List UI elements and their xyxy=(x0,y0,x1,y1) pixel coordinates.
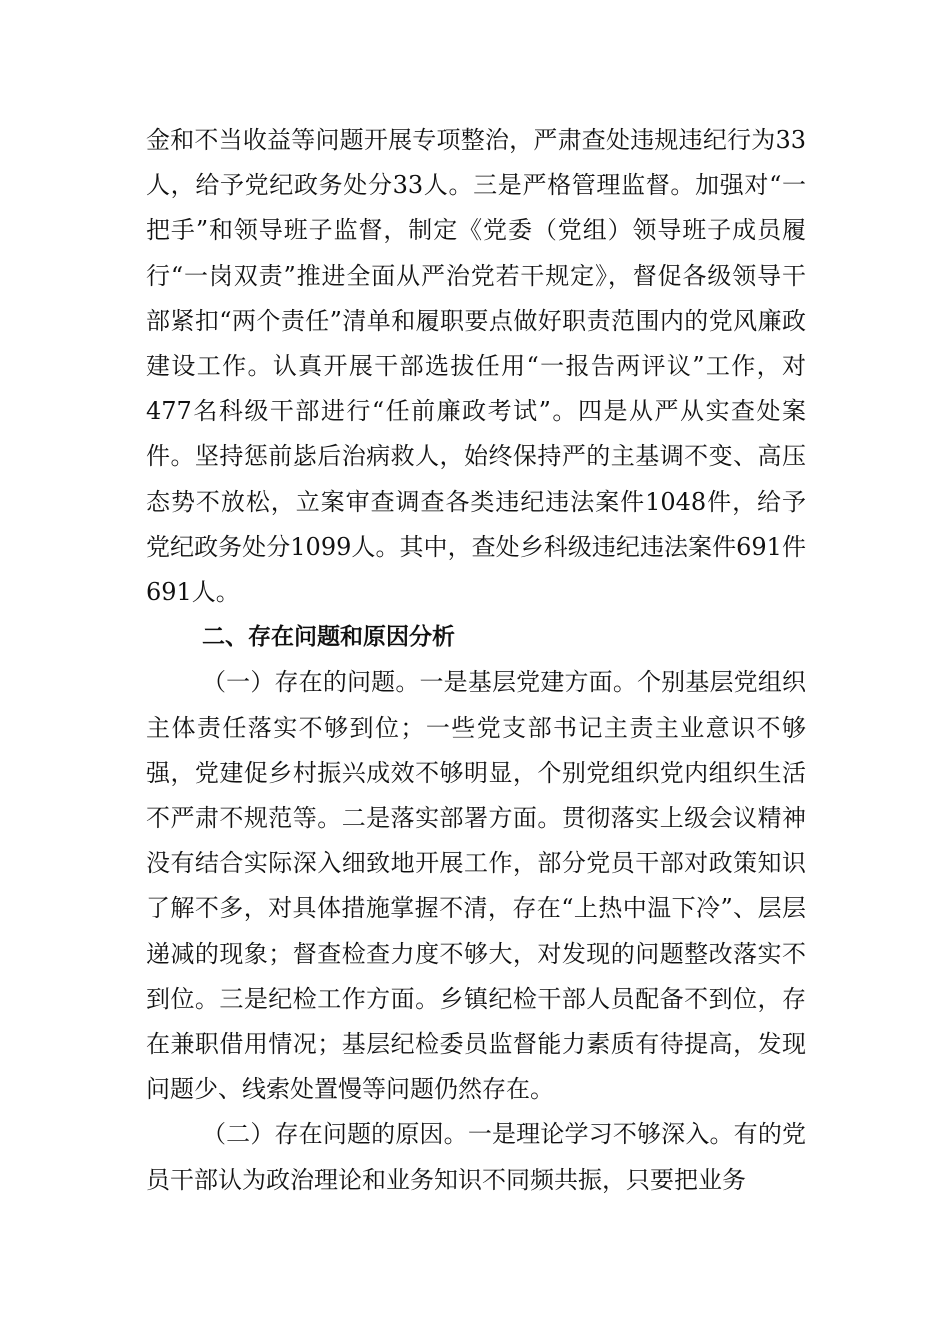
document-body xyxy=(146,118,806,1203)
body-paragraph: （一）存在的问题。一是基层党建方面。个别基层党组织主体责任落实不够到位；一些党支部书记主责主业意识不够强，党建促乡村振兴成效不够明显，个别党组织党内组织生活不严肃不规范等。二是落实部署方面。贯彻落实上级会议精神没有结合实际深入细致地开展工作，部分党员干部对政策知识了解不多，对具体措施掌握不清，存在“上热中温下冷”、层层递减的现象；督查检查力度不够大，对发现的问题整改落实不到位。三是纪检工作方面。乡镇纪检干部人员配备不到位，存在兼职借用情况；基层纪检委员监督能力素质有待提高，发现问题少、线索处置慢等问题仍然存在。 xyxy=(146,668,806,1104)
section-heading: 二、存在问题和原因分析 xyxy=(202,624,455,651)
body-paragraph: 金和不当收益等问题开展专项整治，严肃查处违规违纪行为33人，给予党纪政务处分33人。三是严格管理监督。加强对“一把手”和领导班子监督，制定《党委（党组）领导班子成员履行“一岗双责”推进全面从严治党若干规定》，督促各级领导干部紧扣“两个责任”清单和履职要点做好职责范围内的党风廉政建设工作。认真开展干部选拔任用“一报告两评议”工作，对477名科级干部进行“任前廉政考试”。四是从严从实查处案件。坚持惩前毖后治病救人，始终保持严的主基调不变、高压态势不放松，立案审查调查各类违纪违法案件1048件，给予党纪政务处分1099人。其中，查处乡科级违纪违法案件691件691人。 xyxy=(146,126,806,607)
body-paragraph: （二）存在问题的原因。一是理论学习不够深入。有的党员干部认为政治理论和业务知识不同频共振，只要把业务 xyxy=(146,1120,806,1194)
